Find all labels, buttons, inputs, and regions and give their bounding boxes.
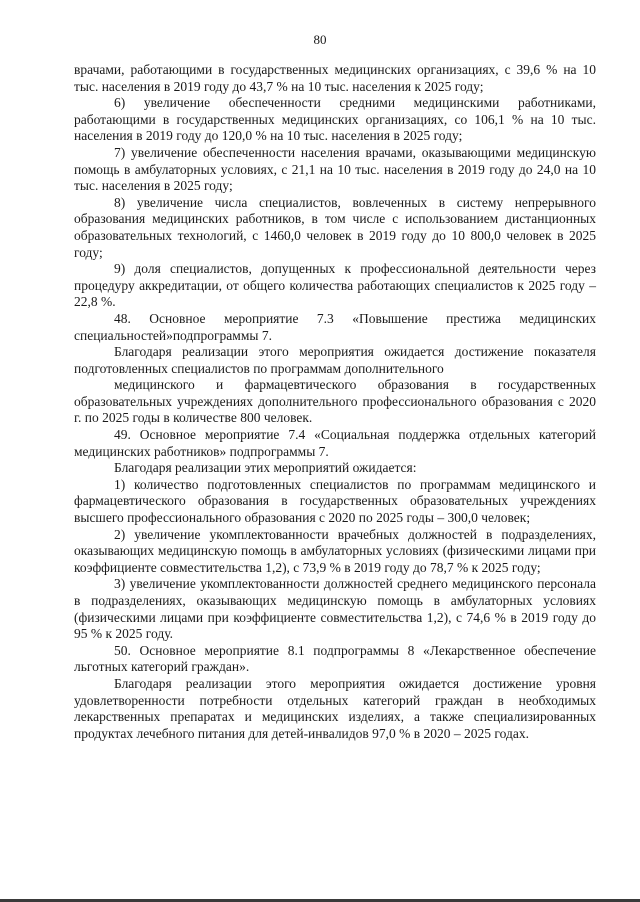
paragraph-item-1: 1) количество подготовленных специалистов по программам медицинского и фармацевтического образования в государственных образовательных учреждениях высшего профессионального образования с 2020 по 2025 годы – 300,0 человек; bbox=[74, 476, 596, 526]
paragraph-item-2: 2) увеличение укомплектованности врачебных должностей в подразделениях, оказывающих медицинскую помощь в амбулаторных условиях (физическими лицами при коэффициенте совместительства 1,2), с 73,9 % в 2019 году до 78,7 % к 2025 году; bbox=[74, 526, 596, 575]
paragraph-item-3: 3) увеличение укомплектованности должностей среднего медицинского персонала в подразделениях, оказывающих медицинскую помощь в амбулаторных условиях (физическими лицами при коэффициенте совместительства 1,2), с 74,6 % в 2019 году до 95 % к 2025 году. bbox=[74, 576, 596, 642]
document-body bbox=[74, 62, 596, 742]
paragraph-item-6: 6) увеличение обеспеченности средними медицинскими работниками, работающими в государственных медицинских организациях, со 106,1 % на 10 тыс. населения в 2019 году до 120,0 % на 10 тыс. населения в 2025 году; bbox=[74, 95, 596, 144]
paragraph-continuation: врачами, работающими в государственных медицинских организациях, с 39,6 % на 10 тыс. населения в 2019 году до 43,7 % на 10 тыс. населения к 2025 году; bbox=[74, 62, 596, 94]
paragraph-item-9: 9) доля специалистов, допущенных к профессиональной деятельности через процедуру аккредитации, от общего количества работающих специалистов к 2025 году – 22,8 %. bbox=[74, 261, 596, 310]
paragraph-section-48: 48. Основное мероприятие 7.3 «Повышение престижа медицинских специальностей»подпрограммы 7. bbox=[74, 310, 596, 343]
paragraph-item-7: 7) увеличение обеспеченности населения врачами, оказывающими медицинскую помощь в амбулаторных условиях, с 21,1 на 10 тыс. населения в 2019 году до 24,0 на 10 тыс. населения в 2025 году; bbox=[74, 144, 596, 194]
paragraph-expectation-50: Благодаря реализации этого мероприятия ожидается достижение уровня удовлетворенности потребности отдельных категорий граждан в необходимых лекарственных препаратах и медицинских изделиях, а также специализированных продуктах лечебного питания для детей-инвалидов 97,0 % в 2020 – 2025 годах. bbox=[74, 675, 596, 741]
paragraph-item-8: 8) увеличение числа специалистов, вовлеченных в систему непрерывного образования медицинских работников, в том числе с использованием дистанционных образовательных технологий, с 1460,0 человек в 2019 году до 10 800,0 человек в 2025 году; bbox=[74, 194, 596, 260]
paragraph-section-50: 50. Основное мероприятие 8.1 подпрограммы 8 «Лекарственное обеспечение льготных категорий граждан». bbox=[74, 642, 596, 675]
paragraph-expectation-49: Благодаря реализации этих мероприятий ожидается: bbox=[114, 460, 417, 476]
page-number: 80 bbox=[313, 32, 327, 47]
paragraph-expectation-48-cont: медицинского и фармацевтического образования в государственных образовательных учреждениях дополнительного профессионального образования с 2020 г. по 2025 годы в количестве 800 человек. bbox=[74, 377, 596, 426]
paragraph-expectation-48: Благодаря реализации этого мероприятия ожидается достижение показателя подготовленных специалистов по программам дополнительного bbox=[74, 344, 596, 376]
paragraph-section-49: 49. Основное мероприятие 7.4 «Социальная поддержка отдельных категорий медицинских работников» подпрограммы 7. bbox=[74, 427, 596, 459]
